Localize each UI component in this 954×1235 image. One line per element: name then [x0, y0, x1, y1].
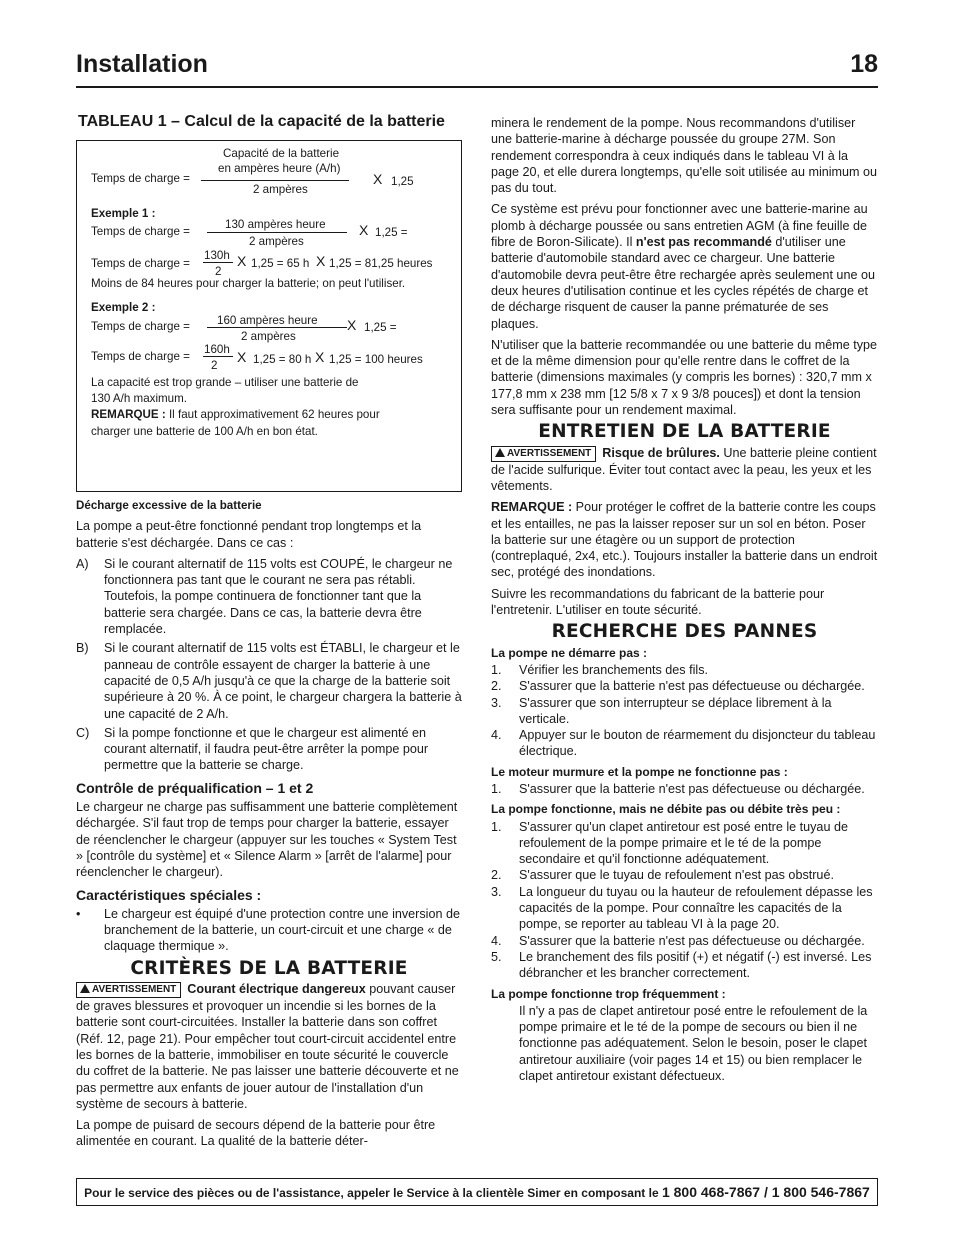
special-list [76, 906, 462, 955]
times-sign: X [373, 171, 383, 187]
maintenance-remark [491, 499, 878, 580]
criteria-paragraph: La pompe de puisard de secours dépend de la batterie pour être alimentée en courant. La qualité de la batterie déter- [76, 1118, 436, 1149]
example-1-note: Moins de 84 heures pour charger la batterie; on peut l'utiliser. [91, 277, 406, 290]
example-1-mid: 1,25 = 65 h [251, 257, 310, 270]
example-1-den-2: 2 [215, 265, 222, 278]
maintenance-heading: ENTRETIEN DE LA BATTERIE [538, 421, 831, 443]
answer-list-3 [491, 819, 878, 982]
times-sign: X [237, 349, 247, 365]
question-4: La pompe fonctionne trop fréquemment : [491, 986, 726, 1001]
times-sign: X [315, 349, 325, 365]
special-heading: Caractéristiques spéciales : [76, 886, 262, 903]
paragraph-bold: n'est pas recommandé [635, 235, 772, 250]
criteria-heading: CRITÈRES DE LA BATTERIE [130, 957, 408, 979]
discharge-heading: Décharge excessive de la batterie [76, 499, 262, 512]
list-text: Vérifier les branchements des fils. [519, 662, 708, 677]
example-2-denominator: 2 ampères [241, 330, 296, 343]
fraction-line [201, 180, 349, 181]
example-2-tail: 1,25 = [364, 321, 397, 334]
right-column [491, 115, 878, 1089]
example-1-denominator: 2 ampères [249, 235, 304, 248]
list-label: 2. [491, 679, 502, 694]
list-text: S'assurer que le tuyau de refoulement n'est pas obstrué. [519, 868, 834, 883]
warning-label: AVERTISSEMENT [92, 984, 177, 996]
list-item [491, 678, 878, 694]
times-sign: X [316, 253, 326, 269]
list-item [491, 695, 878, 728]
list-item [491, 727, 878, 760]
list-text: S'assurer qu'un clapet antiretour est posé entre le tuyau de refoulement de la pompe primaire et le té de la pompe secondaire et qu'il fonctionne adéquatement. [519, 819, 848, 867]
list-text: Si le courant alternatif de 115 volts est ÉTABLI, le chargeur et le panneau de contrôle essayent de charger la batterie à une capacité de 0,5 A/h jusqu'à ce que la charge de la batterie soit supérieure à 20 %. À ce point, le chargeur chargera la batterie à une capacité de 2 A/h. [104, 641, 462, 721]
answer-list-1 [491, 662, 878, 760]
fraction-line [203, 262, 233, 263]
example-1-tail: 1,25 = [375, 226, 408, 239]
discharge-intro: La pompe a peut-être fonctionné pendant trop longtemps et la batterie s'est déchargée. Dans ce cas : [76, 519, 422, 550]
warning-triangle-icon [495, 448, 505, 457]
list-text: Si la pompe fonctionne et que le chargeur est alimenté en courant alternatif, il faudra peut-être arrêter la pompe pour permettre que la batterie se charge. [104, 725, 429, 773]
list-label: 4. [491, 933, 502, 948]
warning-triangle-icon [80, 984, 90, 993]
question-3: La pompe fonctionne, mais ne débite pas ou débite très peu : [491, 802, 841, 817]
example-2-note-2: 130 A/h maximum. [91, 392, 188, 405]
list-item [76, 556, 462, 637]
right-paragraph-2 [491, 201, 878, 331]
troubleshooting-heading: RECHERCHE DES PANNES [551, 621, 818, 643]
example-2-note-1: La capacité est trop grande – utiliser une batterie de [91, 376, 359, 389]
warning-badge [76, 982, 181, 998]
example-2-mid: 1,25 = 80 h [253, 353, 312, 366]
list-label: 1. [491, 781, 502, 796]
table-title: TABLEAU 1 – Calcul de la capacité de la batterie [78, 113, 445, 130]
maintenance-paragraph: Suivre les recommandations du fabricant de la batterie pour l'entretenir. L'utiliser en toute sécurité. [491, 586, 825, 618]
list-label: 1. [491, 662, 502, 677]
list-label: C) [76, 725, 90, 740]
list-item [76, 725, 462, 774]
list-item [491, 884, 878, 933]
list-label: B) [76, 641, 89, 656]
warning-label: AVERTISSEMENT [507, 447, 592, 459]
example-2-num-2: 160h [204, 343, 230, 356]
left-column [76, 112, 462, 1155]
bullet: • [76, 906, 81, 921]
list-text: Le chargeur est équipé d'une protection contre une inversion de branchement de la batterie, un court-circuit et une charge « de claquage thermique ». [104, 906, 460, 954]
example-1-result: 1,25 = 81,25 heures [329, 257, 433, 270]
paragraph-text: d'utiliser une batterie d'automobile standard avec ce chargeur. Une batterie d'automobile devra peut-être être rechargée après seulement une ou deux heures d'utilisation continue et les cycles répétés de charge et de décharge risquent de causer la panne prématurée de ses plaques. [491, 235, 875, 331]
list-text: S'assurer que la batterie n'est pas défectueuse ou déchargée. [519, 679, 865, 694]
criteria-warning [76, 981, 462, 1112]
list-item [491, 819, 878, 868]
list-item [76, 640, 462, 721]
list-text: La longueur du tuyau ou la hauteur de refoulement dépasse les capacités de la pompe. Pour connaître les capacités de la pompe, se reporter au tableau VI à la page 20. [519, 884, 873, 932]
page-footer [76, 1178, 878, 1206]
example-2-label: Temps de charge = [91, 320, 190, 333]
list-item [76, 906, 462, 955]
warning-bold: Courant électrique dangereux [187, 982, 366, 997]
list-label: 2. [491, 868, 502, 883]
list-text: Appuyer sur le bouton de réarmement du disjoncteur du tableau électrique. [519, 728, 876, 759]
list-item [491, 781, 878, 797]
example-1-heading: Exemple 1 : [91, 207, 156, 220]
times-sign: X [359, 222, 369, 238]
remark-label: REMARQUE : [91, 408, 166, 421]
discharge-list [76, 556, 462, 774]
warning-text: Une batterie pleine contient de l'acide sulfurique. Éviter tout contact avec la peau, les yeux et les vêtements. [491, 445, 877, 493]
paragraph-text: Ce système est prévu pour fonctionner avec une batterie-marine au plomb à décharge poussée ou sans entretien AGM (à fine feuille de fibre de Boron-Silicate). Il [491, 202, 868, 250]
list-label: 3. [491, 695, 502, 710]
answer-4: Il n'y a pas de clapet antiretour posé entre le refoulement de la pompe primaire et le té de la pompe de secours ou bien il ne fonctionne pas adéquatement. Selon le besoin, poser le clapet antiretour auxiliaire (voir pages 14 et 15) ou bien remplacer le clapet antiretour existant défectueux. [519, 1003, 868, 1084]
times-sign: X [347, 317, 357, 333]
remark-text-2: charger une batterie de 100 A/h en bon état. [91, 425, 318, 438]
list-item [491, 662, 878, 678]
remark-text-1: Il faut approximativement 62 heures pour [168, 408, 380, 421]
remark-line-1 [91, 407, 380, 423]
example-1-label-2: Temps de charge = [91, 257, 190, 270]
remark-label: REMARQUE : [491, 500, 573, 515]
formula-label: Temps de charge = [91, 172, 190, 185]
prequal-text: Le chargeur ne charge pas suffisamment une batterie complètement déchargée. S'il faut trop de temps pour charger la batterie, essayer de réenclencher le chargeur (appuyer sur les touches « System Test » [contrôle du système] et « Silence Alarm » [arrêt de l'alarme] pour réenclencher le chargeur). [76, 800, 458, 880]
example-2-heading: Exemple 2 : [91, 301, 156, 314]
prequal-heading: Contrôle de préqualification – 1 et 2 [76, 779, 314, 796]
warning-bold: Risque de brûlures. [602, 445, 720, 460]
page-number: 18 [850, 50, 878, 78]
formula-denominator: 2 ampères [253, 183, 308, 196]
list-label: 3. [491, 884, 502, 899]
example-1-numerator: 130 ampères heure [225, 218, 326, 231]
list-item [491, 949, 878, 982]
page-header [76, 50, 878, 88]
fraction-line [207, 327, 347, 328]
fraction-line [207, 232, 347, 233]
example-2-den-2: 2 [211, 359, 218, 372]
example-1-label: Temps de charge = [91, 225, 190, 238]
footer-phone: 1 800 468-7867 / 1 800 546-7867 [661, 1184, 870, 1200]
formula-factor: 1,25 [391, 175, 414, 188]
question-2: Le moteur murmure et la pompe ne fonctionne pas : [491, 764, 788, 779]
warning-badge [491, 446, 596, 462]
answer-list-2 [491, 781, 878, 797]
footer-text: Pour le service des pièces ou de l'assistance, appeler le Service à la clientèle Simer en composant le [84, 1186, 659, 1200]
example-2-numerator: 160 ampères heure [217, 314, 318, 327]
list-text: S'assurer que son interrupteur se déplace librement à la verticale. [519, 695, 832, 726]
list-text: Le branchement des fils positif (+) et négatif (-) est inversé. Les débrancher et les brancher correctement. [519, 949, 872, 981]
example-1-num-2: 130h [204, 249, 230, 262]
maintenance-warning [491, 445, 878, 495]
question-1: La pompe ne démarre pas : [491, 645, 648, 660]
right-paragraph-3: N'utiliser que la batterie recommandée ou une batterie du même type et de la même dimension pour qu'elle rentre dans le coffret de la batterie (dimensions maximales (y compris les bornes) : 320,7 mm x 177,8 mm x 238 mm [12 5/8 x 7 x 9 3/8 pouces]) et dont la tension sera suffisante pour un rendement maximal. [491, 337, 878, 418]
list-label: A) [76, 556, 89, 571]
remark-text: Pour protéger le coffret de la batterie contre les coups et les entailles, ne pas la laisser reposer sur un sol en béton. Poser la batterie sur une étagère ou un support de protection (contreplaqué, 2x4, etc.). Toujours installer la batterie dans un endroit sec, protégé des inondations. [491, 500, 878, 580]
formula-numerator-1: Capacité de la batterie [223, 147, 340, 160]
formula-numerator-2: en ampères heure (A/h) [218, 162, 341, 175]
fraction-line [203, 356, 233, 357]
list-label: 1. [491, 819, 502, 834]
list-label: 4. [491, 728, 502, 743]
list-text: Si le courant alternatif de 115 volts est COUPÉ, le chargeur ne fonctionnera pas tant que le courant ne sera pas rétabli. Toutefois, la pompe continuera de fonctionner tant que la batterie sera chargée. Dans ce cas, la batterie devra être remplacée. [104, 556, 453, 637]
calculation-table [76, 140, 462, 492]
right-paragraph-1: minera le rendement de la pompe. Nous recommandons d'utiliser une batterie-marine à décharge poussée du groupe 27M. Son rendement correspondra à ceux indiqués dans le tableau VI à la page 20, et elle durera longtemps, qu'elle soit utilisée au minimum ou pas du tout. [491, 116, 878, 196]
list-text: S'assurer que la batterie n'est pas défectueuse ou déchargée. [519, 781, 865, 796]
example-2-result: 1,25 = 100 heures [329, 353, 423, 366]
example-2-label-2: Temps de charge = [91, 350, 190, 363]
warning-text: pouvant causer de graves blessures et provoquer un incendie si les bornes de la batterie sont court-circuitées. Installer la batterie dans son coffret (Réf. 12, page 21). Pour empêcher tout court-circuit accidentel entre les bornes de la batterie, immobiliser en toute sécurité le couvercle du coffret de la batterie. Ne pas laisser une batterie découverte et ne pas permettre aux enfants de jouer autour de l'installation d'un système de secours à batterie. [76, 982, 459, 1111]
list-text: S'assurer que la batterie n'est pas défectueuse ou déchargée. [519, 933, 865, 948]
page-title: Installation [76, 50, 208, 78]
list-item [491, 867, 878, 883]
list-item [491, 933, 878, 949]
times-sign: X [237, 253, 247, 269]
list-label: 5. [491, 949, 502, 964]
